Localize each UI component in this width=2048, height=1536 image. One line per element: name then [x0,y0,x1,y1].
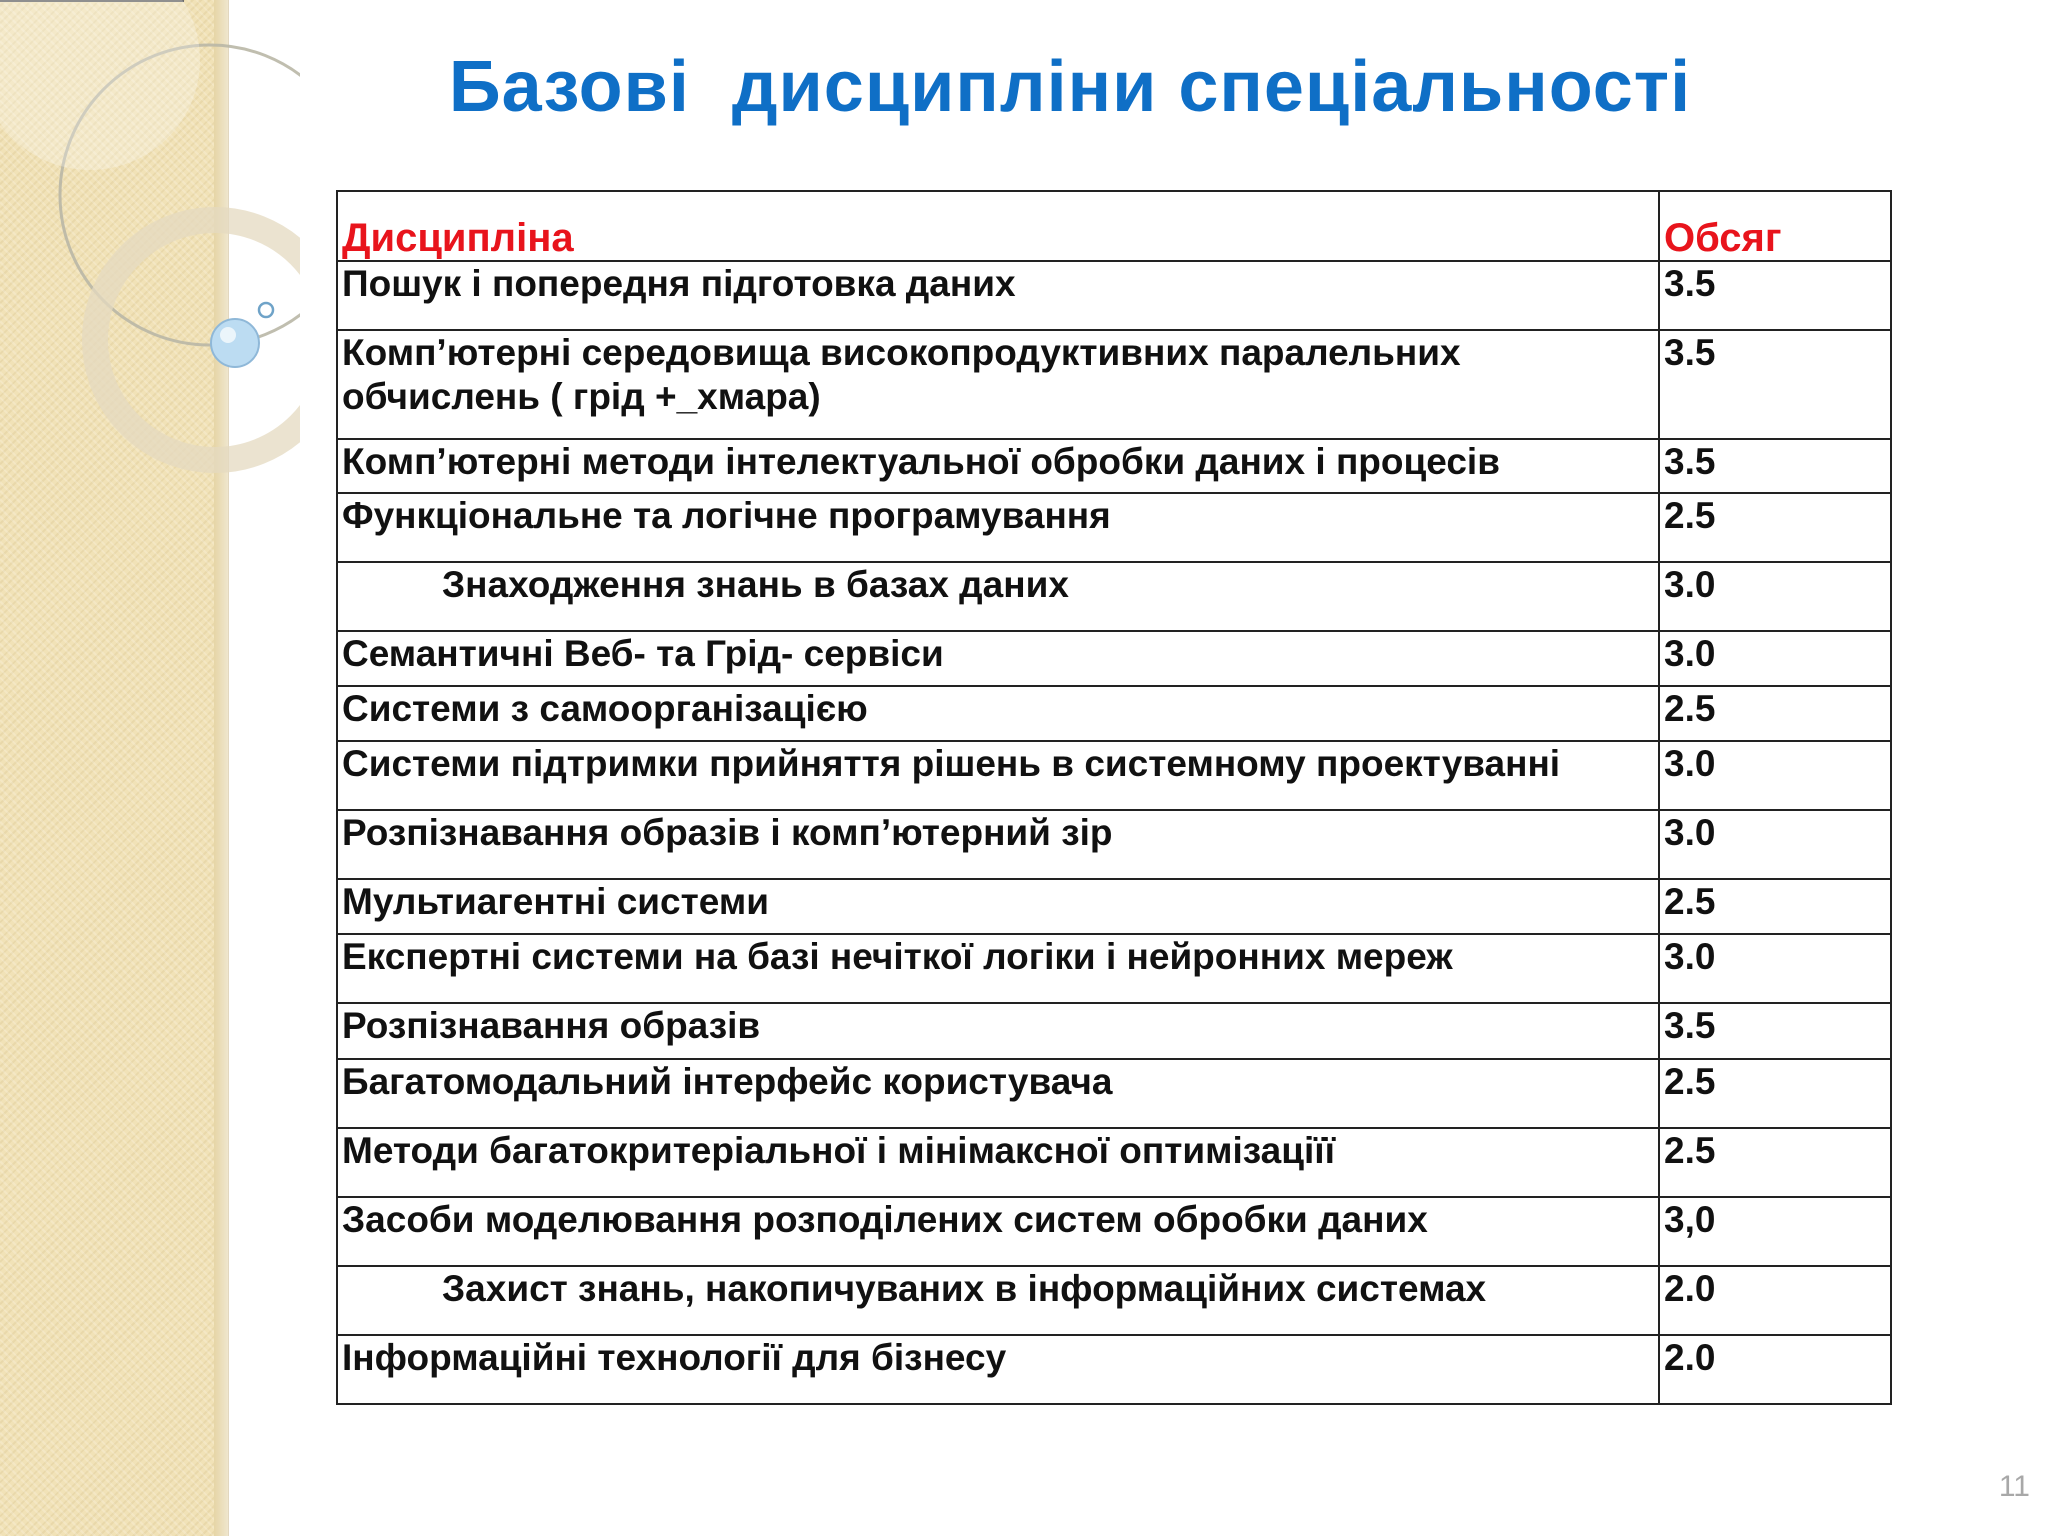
top-corner-line [0,0,184,2]
page-number: 11 [1998,1470,2030,1503]
table-row [337,934,1891,1003]
discipline-cell: Розпізнавання образів [337,1003,1659,1059]
discipline-cell: Мультиагентні системи [337,879,1659,934]
volume-cell: 2.5 [1659,1059,1891,1128]
volume-cell: 3.5 [1659,1003,1891,1059]
discipline-cell: Засоби моделювання розподілених систем обробки даних [337,1197,1659,1266]
table-row [337,562,1891,631]
table-row [337,1003,1891,1059]
volume-cell: 3.5 [1659,439,1891,493]
volume-cell: 3.5 [1659,330,1891,439]
volume-cell: 2.5 [1659,1128,1891,1197]
volume-cell: 3.5 [1659,261,1891,330]
discipline-cell: Методи багатокритеріальної і мінімаксної оптимізаціїї [337,1128,1659,1197]
volume-cell: 2.5 [1659,493,1891,562]
discipline-cell: Захист знань, накопичуваних в інформаційних системах [337,1266,1659,1335]
volume-cell: 3.0 [1659,741,1891,810]
table-row [337,810,1891,879]
decorative-side-strip [0,0,229,1536]
discipline-cell: Інформаційні технології для бізнесу [337,1335,1659,1404]
volume-cell: 2.0 [1659,1335,1891,1404]
table-row [337,1266,1891,1335]
table-row [337,879,1891,934]
table-row [337,1128,1891,1197]
table-row [337,261,1891,330]
table-row [337,1059,1891,1128]
volume-cell: 2.5 [1659,686,1891,741]
discipline-cell: Багатомодальний інтерфейс користувача [337,1059,1659,1128]
volume-cell: 3.0 [1659,810,1891,879]
discipline-cell: Системи підтримки прийняття рішень в системному проектуванні [337,741,1659,810]
small-bubble-decoration [259,303,273,317]
table-row [337,493,1891,562]
volume-cell: 3.0 [1659,631,1891,686]
side-strip-edge [214,0,228,1536]
discipline-cell: Розпізнавання образів і комп’ютерний зір [337,810,1659,879]
volume-cell: 2.0 [1659,1266,1891,1335]
header-volume: Обсяг [1659,191,1891,261]
table-row [337,686,1891,741]
discipline-cell: Семантичні Веб- та Грід- сервіси [337,631,1659,686]
volume-cell: 2.5 [1659,879,1891,934]
table-row [337,330,1891,439]
volume-cell: 3.0 [1659,562,1891,631]
table-row [337,1335,1891,1404]
discipline-cell: Комп’ютерні методи інтелектуальної обробки даних і процесів [337,439,1659,493]
volume-cell: 3,0 [1659,1197,1891,1266]
volume-cell: 3.0 [1659,934,1891,1003]
disciplines-table [336,190,1892,1405]
table-row [337,439,1891,493]
discipline-cell: Функціональне та логічне програмування [337,493,1659,562]
table-row [337,741,1891,810]
table-header-row [337,191,1891,261]
table-row [337,631,1891,686]
header-discipline: Дисципліна [337,191,1659,261]
discipline-cell: Експертні системи на базі нечіткої логіки і нейронних мереж [337,934,1659,1003]
discipline-cell: Комп’ютерні середовища високопродуктивних паралельних обчислень ( грід +_хмара) [337,330,1659,439]
discipline-cell: Пошук і попередня підготовка даних [337,261,1659,330]
discipline-cell: Знаходження знань в базах даних [337,562,1659,631]
table-row [337,1197,1891,1266]
slide-title: Базові дисципліни спеціальності [448,47,1692,127]
discipline-cell: Системи з самоорганізацією [337,686,1659,741]
